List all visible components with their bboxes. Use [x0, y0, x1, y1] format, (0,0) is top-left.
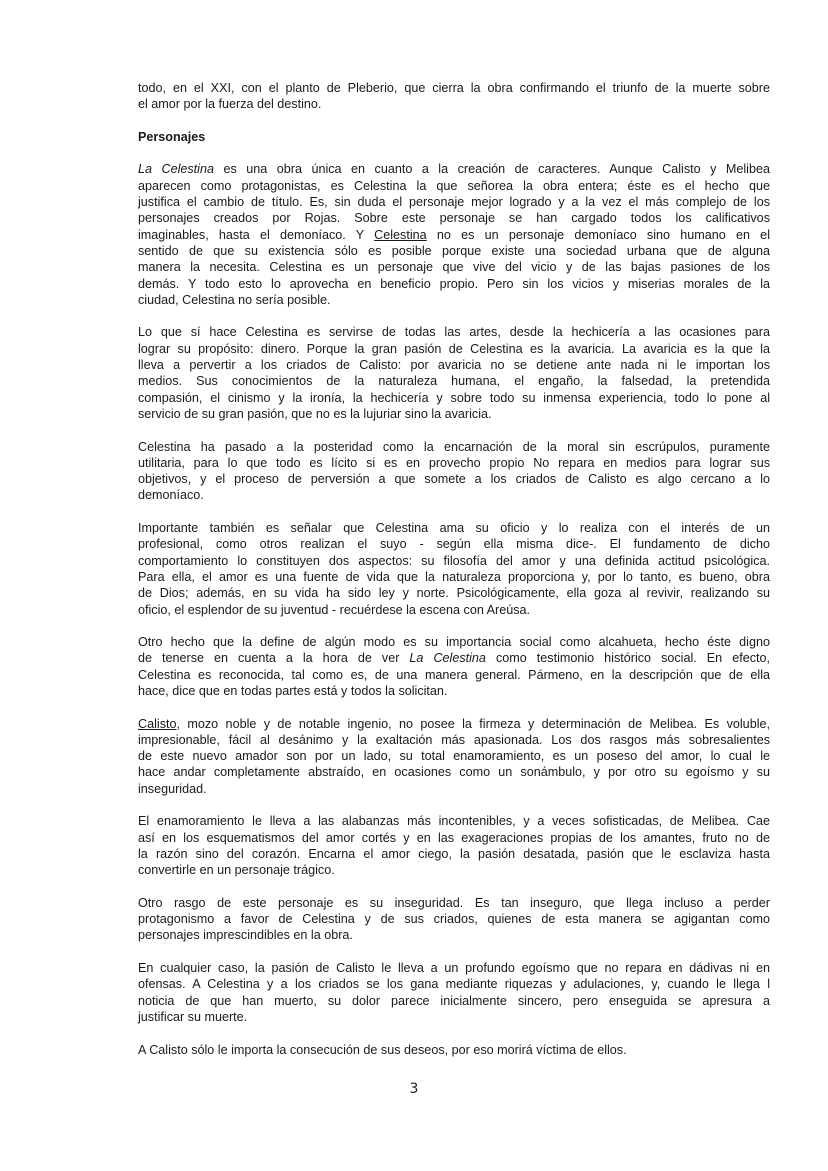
- text-segment: demoníaco.: [138, 488, 204, 503]
- text-segment: utilitaria, para lo que todo es lícito si es en provecho propio No repara en medios para lograr sus: [138, 455, 770, 470]
- text-segment: todo, en el XXI, con el planto de Pleberio, que cierra la obra confirmando el triunfo de la muerte sobre: [138, 81, 770, 95]
- text-segment: como testimonio histórico social. En efecto,: [485, 651, 770, 666]
- text-segment: ofensas. A Celestina y a los criados se los gana mediante riquezas y adulaciones, y, cuando le llega l: [138, 977, 770, 992]
- text-segment: oficio, el esplendor de su juventud - recuérdese la escena con Areúsa.: [138, 602, 531, 617]
- text-line: [138, 846, 770, 862]
- text-segment: de Dios; además, en su vida ha sido ley y norte. Psicológicamente, ella goza al revivir, realizando su: [138, 586, 770, 601]
- text-line: [138, 895, 770, 911]
- paragraph: [138, 716, 770, 797]
- text-line: [138, 1009, 770, 1025]
- text-line: [138, 471, 770, 487]
- text-segment: la razón sino del corazón. Encarna el amor ciego, la pasión desatada, pasión que le esclaviza hasta: [138, 846, 770, 861]
- italic-title: La Celestina: [409, 651, 486, 666]
- page-number: 3: [409, 1081, 419, 1097]
- text-line: [138, 324, 770, 340]
- italic-title: La Celestina: [138, 162, 214, 177]
- section-heading: Personajes: [138, 129, 206, 144]
- text-line: [138, 80, 770, 96]
- text-line: [138, 813, 770, 829]
- text-segment: aparecen como protagonistas, es Celestina la que señorea la obra entera; éste es el hecho que: [138, 178, 770, 193]
- text-segment: Lo que sí hace Celestina es servirse de todas las artes, desde la hechicería a las ocasiones para: [138, 325, 770, 340]
- text-line: [138, 569, 770, 585]
- paragraph: [138, 1042, 770, 1058]
- text-segment: de tenerse en cuenta a la hora de ver: [138, 651, 410, 666]
- text-line: [138, 1042, 770, 1058]
- text-line: [138, 96, 770, 112]
- text-line: [138, 993, 770, 1009]
- paragraph: [138, 161, 770, 308]
- paragraph: [138, 960, 770, 1025]
- text-segment: convertirle en un personaje trágico.: [138, 863, 335, 878]
- text-segment: sentido de que su existencia sólo es posible porque existe una sociedad urbana que de alguna: [138, 243, 770, 258]
- text-segment: profesional, como otros realizan el suyo - según ella misma dice-. El fundamento de dicho: [138, 537, 770, 552]
- text-line: [138, 716, 770, 732]
- text-segment: justifica el cambio de título. Es, sin duda el personaje mejor logrado y a la vez el más complejo de los: [138, 195, 770, 210]
- text-line: [138, 178, 770, 194]
- text-segment: compasión, el cinismo y la ironía, la hechicería y sobre todo su inmensa experiencia, todo lo pone al: [138, 390, 770, 405]
- text-segment: inseguridad.: [138, 781, 207, 796]
- text-line: [138, 748, 770, 764]
- text-line: [138, 439, 770, 455]
- text-line: [138, 520, 770, 536]
- text-segment: impresionable, fácil al desánimo y la exaltación más apasionada. Los dos rasgos más sobresalientes: [138, 732, 770, 747]
- text-segment: imaginables, hasta el demoníaco. Y: [138, 227, 375, 242]
- text-segment: Importante también es señalar que Celestina ama su oficio y lo realiza con el interés de un: [138, 521, 770, 536]
- text-line: [138, 390, 770, 406]
- text-segment: Para ella, el amor es una fuente de vida que la naturaleza proporciona y, por lo tanto, es bueno, obra: [138, 569, 770, 584]
- text-line: [138, 227, 770, 243]
- paragraph: [138, 324, 770, 422]
- text-segment: no es un personaje demoníaco sino humano en el: [426, 227, 770, 242]
- text-segment: el amor por la fuerza del destino.: [138, 97, 322, 112]
- text-line: [138, 927, 770, 943]
- text-line: [138, 487, 770, 503]
- text-line: [138, 732, 770, 748]
- paragraph: [138, 813, 770, 878]
- text-line: [138, 830, 770, 846]
- text-line: [138, 357, 770, 373]
- text-line: [138, 634, 770, 650]
- text-line: [138, 585, 770, 601]
- text-line: [138, 210, 770, 226]
- text-line: [138, 602, 770, 618]
- text-line: [138, 276, 770, 292]
- text-line: [138, 862, 770, 878]
- text-line: [138, 667, 770, 683]
- text-segment: lograr su propósito: dinero. Porque la gran pasión de Celestina es la avaricia. La avaricia es la que la: [138, 341, 770, 356]
- text-line: [138, 781, 770, 797]
- text-line: [138, 406, 770, 422]
- text-segment: personajes creados por Rojas. Sobre este personaje se han cargado todos los calificativos: [138, 211, 770, 226]
- text-line: [138, 536, 770, 552]
- text-segment: demás. Y todo esto lo aprovecha en beneficio propio. Pero sin los vicios y miserias morales de la: [138, 276, 770, 291]
- paragraph: [138, 634, 770, 699]
- text-line: [138, 455, 770, 471]
- text-line: [138, 764, 770, 780]
- text-line: [138, 911, 770, 927]
- text-segment: así en los esquematismos del amor cortés y en las exageraciones propias de los amantes, fruto no de: [138, 830, 770, 845]
- text-segment: A Calisto sólo le importa la consecución de sus deseos, por eso morirá víctima de ellos.: [138, 1042, 627, 1057]
- text-line: [138, 960, 770, 976]
- text-segment: En cualquier caso, la pasión de Calisto le lleva a un profundo egoísmo que no repara en dádivas ni en: [138, 961, 770, 976]
- text-line: [138, 292, 770, 308]
- text-segment: noticia de que han muerto, su dolor parece inicialmente sincero, pero enseguida se apresura a: [138, 993, 770, 1008]
- text-segment: justificar su muerte.: [138, 1009, 248, 1024]
- text-segment: servicio de su gran pasión, que no es la lujuriar sino la avaricia.: [138, 406, 492, 421]
- paragraph: [138, 895, 770, 944]
- paragraph: [138, 520, 770, 618]
- text-segment: personajes imprescindibles en la obra.: [138, 928, 353, 943]
- text-segment: hace andar completamente abstraído, en ocasiones como un sonámbulo, y por otro su egoísmo y su: [138, 765, 770, 780]
- text-segment: lleva a pervertir a los criados de Calisto: por avaricia no se detiene ante nada ni le importan los: [138, 358, 770, 373]
- text-segment: Celestina es reconocida, tal como es, de una manera general. Pármeno, en la descripción que de ella: [138, 667, 770, 682]
- text-segment: medios. Sus conocimientos de la naturaleza humana, el engaño, la falsedad, la pretendida: [138, 374, 770, 389]
- text-segment: protagonismo a favor de Celestina y de sus criados, quienes de esta manera se agigantan como: [138, 912, 770, 927]
- text-line: [138, 683, 770, 699]
- text-line: [138, 194, 770, 210]
- text-segment: Otro hecho que la define de algún modo es su importancia social como alcahueta, hecho éste digno: [138, 635, 770, 650]
- text-segment: es una obra única en cuanto a la creación de caracteres. Aunque Calisto y Melibea: [214, 162, 770, 177]
- text-line: [138, 650, 770, 666]
- text-segment: comportamiento lo constituyen dos aspectos: su filosofía del amor y una definida actitud psicológica.: [138, 553, 770, 568]
- text-line: [138, 553, 770, 569]
- paragraph: [138, 80, 770, 113]
- text-line: [138, 259, 770, 275]
- text-line: [138, 161, 770, 177]
- text-segment: ciudad, Celestina no sería posible.: [138, 292, 331, 307]
- text-segment: Celestina ha pasado a la posteridad como la encarnación de la moral sin escrúpulos, puramente: [138, 439, 770, 454]
- text-segment: Otro rasgo de este personaje es su inseguridad. Es tan inseguro, que llega incluso a perder: [138, 895, 770, 910]
- text-segment: hace, dice que en todas partes está y todos la solicitan.: [138, 683, 448, 698]
- text-segment: de este nuevo amador son por un lado, su total enamoramiento, es un poseso del amor, lo cual le: [138, 749, 770, 764]
- text-segment: El enamoramiento le lleva a las alabanzas más incontenibles, y a veces sofisticadas, de Melibea. Cae: [138, 814, 770, 829]
- text-line: [138, 243, 770, 259]
- text-line: [138, 373, 770, 389]
- paragraph: [138, 439, 770, 504]
- text-line: [138, 976, 770, 992]
- text-segment: manera la necesita. Celestina es un personaje que vive del vicio y de las bajas pasiones de los: [138, 260, 770, 275]
- underlined-name: Calisto: [138, 716, 177, 731]
- text-segment: , mozo noble y de notable ingenio, no posee la firmeza y determinación de Melibea. Es voluble,: [176, 716, 770, 731]
- text-line: [138, 341, 770, 357]
- underlined-name: Celestina: [374, 227, 427, 242]
- text-segment: objetivos, y el proceso de perversión a que somete a los criados de Calisto es algo cercano a lo: [138, 472, 770, 487]
- document-page-body: [138, 80, 770, 1074]
